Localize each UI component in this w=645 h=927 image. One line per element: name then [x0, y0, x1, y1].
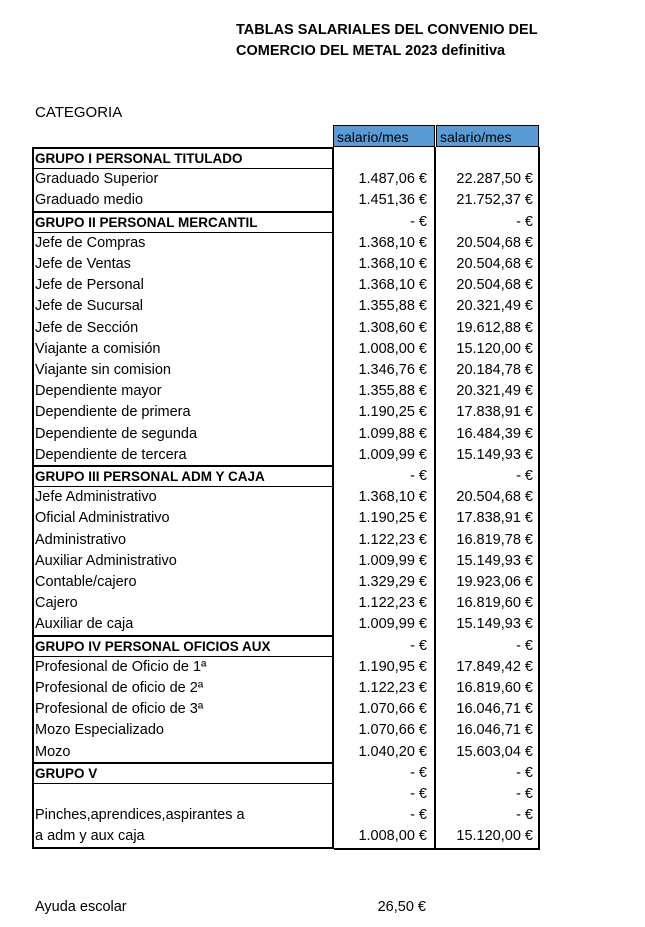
category-label: Graduado medio — [35, 192, 144, 209]
salary-month-value: 1.099,88 € — [358, 425, 427, 442]
category-label: Profesional de Oficio de 1ª — [35, 658, 207, 675]
category-label: Auxiliar Administrativo — [35, 552, 177, 569]
group-label: GRUPO I PERSONAL TITULADO — [35, 151, 243, 166]
salary-month-value: - € — [410, 468, 427, 484]
salary-year-value: 20.504,68 € — [456, 489, 533, 506]
group-label: GRUPO IV PERSONAL OFICIOS AUX — [35, 638, 271, 654]
title-line-2: COMERCIO DEL METAL 2023 definitiva — [236, 43, 506, 59]
group-box — [32, 211, 334, 467]
salary-month-value: 1.190,25 € — [358, 510, 427, 527]
group-label: GRUPO III PERSONAL ADM Y CAJA — [35, 469, 265, 484]
salary-month-value: 1.122,23 € — [358, 531, 427, 548]
salary-month-value: 1.368,10 € — [358, 277, 427, 294]
salary-month-value: 1.190,95 € — [358, 658, 427, 675]
salary-year-value: 20.504,68 € — [456, 256, 533, 272]
salary-month-value: 1.008,00 € — [358, 828, 427, 845]
salary-month-value: - € — [410, 786, 427, 802]
salary-year-value: 16.484,39 € — [456, 425, 533, 442]
salary-year-value: - € — [516, 637, 533, 654]
salary-month-value: 1.368,10 € — [358, 489, 427, 506]
category-label: Contable/cajero — [35, 574, 137, 590]
salary-year-value: - € — [516, 786, 533, 802]
category-label: Dependiente mayor — [35, 383, 162, 400]
category-label: Dependiente de primera — [35, 404, 191, 421]
salary-month-value: - € — [410, 807, 427, 824]
salary-year-value: 15.120,00 € — [456, 340, 533, 357]
salary-year-value: 15.149,93 € — [456, 446, 533, 463]
salary-month-value: 1.355,88 € — [358, 298, 427, 315]
salary-month-value: - € — [410, 213, 427, 230]
ayuda-escolar-label: Ayuda escolar — [35, 899, 127, 915]
salary-year-value: 20.504,68 € — [456, 277, 533, 294]
column-divider — [434, 147, 436, 849]
category-label: Jefe Administrativo — [35, 489, 157, 506]
salary-year-value: 22.287,50 € — [456, 171, 533, 188]
salary-year-value: - € — [516, 468, 533, 484]
document-title — [236, 20, 636, 62]
ayuda-escolar-value: 26,50 € — [377, 899, 426, 915]
salary-month-value: 1.009,99 € — [358, 552, 427, 569]
category-label: Jefe de Sucursal — [35, 298, 144, 315]
category-label: Cajero — [35, 595, 78, 612]
category-label: Graduado Superior — [35, 171, 159, 188]
salary-month-value: 1.190,25 € — [358, 404, 427, 421]
salary-year-value: - € — [516, 764, 533, 781]
salary-year-value: 20.504,68 € — [456, 234, 533, 251]
salary-month-value: 1.070,66 € — [358, 701, 427, 718]
header-salario-mes-1: salario/mes — [333, 125, 435, 147]
header-salario-mes-2: salario/mes — [436, 125, 539, 147]
salary-year-value: 16.046,71 € — [456, 722, 533, 739]
salary-year-value: 15.120,00 € — [456, 828, 533, 845]
category-label: Profesional de oficio de 2ª — [35, 680, 204, 696]
salary-month-value: 1.346,76 € — [358, 362, 427, 378]
group-label: GRUPO V — [35, 765, 98, 781]
category-label: Pinches,aprendices,aspirantes a — [35, 807, 245, 824]
salary-year-value: 20.321,49 € — [456, 383, 533, 400]
salary-year-value: - € — [516, 807, 533, 824]
salary-month-value: 1.487,06 € — [358, 171, 427, 188]
salary-year-value: 16.819,60 € — [456, 595, 533, 612]
category-label: Profesional de oficio de 3ª — [35, 701, 204, 718]
salary-year-value: 17.849,42 € — [456, 658, 533, 675]
category-label: Dependiente de tercera — [35, 446, 187, 463]
category-label: Mozo — [35, 743, 71, 760]
salary-month-value: 1.308,60 € — [358, 319, 427, 336]
salary-year-value: 15.149,93 € — [456, 616, 533, 633]
category-label: Jefe de Sección — [35, 319, 139, 336]
categoria-label: CATEGORIA — [35, 104, 123, 121]
category-label: Jefe de Personal — [35, 277, 144, 294]
salary-month-value: 1.368,10 € — [358, 256, 427, 272]
column-divider — [538, 147, 540, 849]
category-label: Auxiliar de caja — [35, 616, 134, 633]
salary-year-value: 16.046,71 € — [456, 701, 533, 718]
salary-year-value: 16.819,60 € — [456, 680, 533, 696]
salary-month-value: 1.008,00 € — [358, 340, 427, 357]
salary-month-value: 1.070,66 € — [358, 722, 427, 739]
salary-year-value: 17.838,91 € — [456, 404, 533, 421]
salary-month-value: 1.368,10 € — [358, 234, 427, 251]
salary-year-value: 17.838,91 € — [456, 510, 533, 527]
salary-year-value: 21.752,37 € — [456, 192, 533, 209]
category-label: Viajante a comisión — [35, 340, 161, 357]
salary-month-value: - € — [410, 764, 427, 781]
category-label: Mozo Especializado — [35, 722, 164, 739]
salary-month-value: 1.451,36 € — [358, 192, 427, 209]
salary-month-value: 1.122,23 € — [358, 595, 427, 612]
group-label: GRUPO II PERSONAL MERCANTIL — [35, 214, 258, 230]
salary-year-value: 16.819,78 € — [456, 531, 533, 548]
category-label: Dependiente de segunda — [35, 425, 198, 442]
salary-year-value: 20.184,78 € — [456, 362, 533, 378]
title-line-1: TABLAS SALARIALES DEL CONVENIO DEL — [236, 22, 538, 38]
salary-month-value: 1.009,99 € — [358, 446, 427, 463]
salary-year-value: 15.149,93 € — [456, 552, 533, 569]
salary-month-value: 1.329,29 € — [358, 574, 427, 590]
salary-year-value: 19.923,06 € — [456, 574, 533, 590]
group-box — [32, 635, 334, 764]
category-label: Jefe de Ventas — [35, 256, 131, 272]
category-label: Jefe de Compras — [35, 234, 146, 251]
salary-month-value: 1.040,20 € — [358, 743, 427, 760]
group-box — [32, 762, 334, 849]
group-box — [32, 147, 334, 213]
category-label: a adm y aux caja — [35, 828, 145, 845]
salary-year-value: 15.603,04 € — [456, 743, 533, 760]
salary-month-value: 1.355,88 € — [358, 383, 427, 400]
salary-month-value: 1.122,23 € — [358, 680, 427, 696]
salary-year-value: 20.321,49 € — [456, 298, 533, 315]
category-label: Administrativo — [35, 531, 127, 548]
table-bottom-border — [334, 848, 540, 850]
category-label: Oficial Administrativo — [35, 510, 170, 527]
salary-year-value: - € — [516, 213, 533, 230]
salary-year-value: 19.612,88 € — [456, 319, 533, 336]
salary-month-value: 1.009,99 € — [358, 616, 427, 633]
category-label: Viajante sin comision — [35, 362, 171, 378]
salary-month-value: - € — [410, 637, 427, 654]
group-box — [32, 465, 334, 637]
